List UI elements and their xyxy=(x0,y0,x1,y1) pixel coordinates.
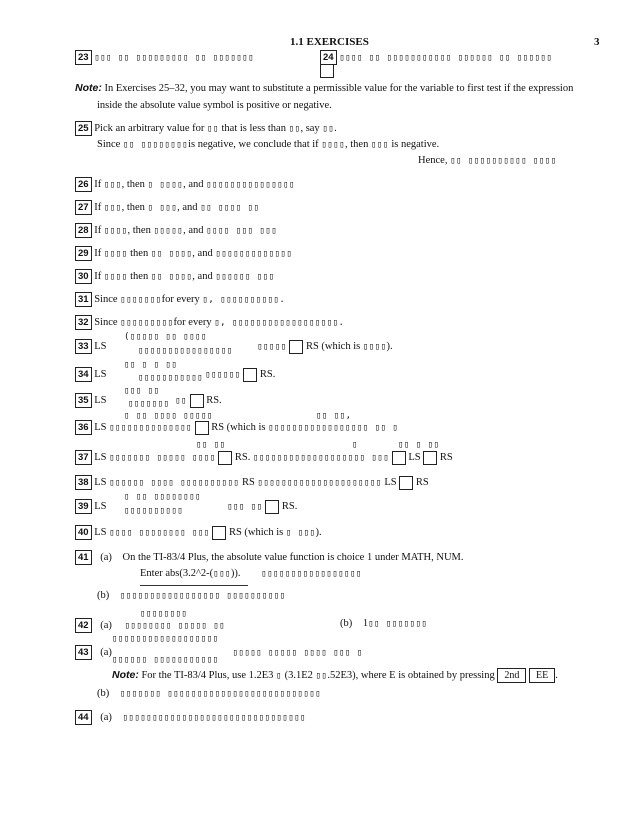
text: , then xyxy=(127,225,151,236)
text: RS. xyxy=(259,369,276,380)
text: RS. xyxy=(281,501,298,512)
math-expression: ▯▯ ▯▯▯▯▯▯▯▯▯▯ ▯▯▯▯ xyxy=(450,156,557,166)
exercise-34 xyxy=(75,367,275,382)
math-expression: ▯▯▯▯▯ ▯▯▯▯▯ ▯▯▯▯ ▯▯▯ ▯ xyxy=(232,648,363,658)
text: RS. xyxy=(206,395,222,406)
not-equal-box xyxy=(399,476,413,490)
math-expression: ▯▯▯▯▯▯▯ xyxy=(120,295,162,305)
math-expression: ▯▯▯▯▯▯▯▯▯▯▯▯▯▯▯▯▯▯▯▯▯ xyxy=(257,478,382,488)
equals-box xyxy=(218,451,232,465)
fraction-box xyxy=(320,64,334,78)
exercise-number: 38 xyxy=(75,475,92,490)
math-expression: ▯▯▯▯▯▯ ▯▯▯▯ ▯▯▯▯▯▯▯▯▯▯ xyxy=(109,478,240,488)
text: RS xyxy=(415,477,429,488)
text: RS (which is xyxy=(228,527,284,538)
math-expression: ▯▯▯▯▯▯▯▯▯▯▯▯▯▯▯▯▯ ▯▯ ▯ xyxy=(268,423,399,433)
text: LS xyxy=(94,369,107,380)
exercise-42 xyxy=(75,618,225,633)
math-expression: ▯▯▯▯▯▯▯▯▯▯▯▯▯▯▯▯▯▯▯ ▯▯▯ xyxy=(252,453,390,463)
text: , say xyxy=(300,123,320,134)
fraction-numerator: ▯▯ ▯▯ xyxy=(196,440,226,450)
exercise-29 xyxy=(75,246,292,261)
math-expression: ▯▯ xyxy=(175,396,187,406)
math-expression: ▯ xyxy=(276,671,282,681)
math-expression: ▯▯▯▯▯▯▯▯▯▯▯▯▯▯▯▯▯ ▯▯▯▯▯▯▯▯▯▯ xyxy=(119,591,286,601)
math-expression: ▯, ▯▯▯▯▯▯▯▯▯▯. xyxy=(202,295,286,305)
fraction-numerator: ▯▯ ▯ ▯▯ xyxy=(398,440,440,450)
part-label: (a) xyxy=(100,552,112,563)
math-expression: ▯▯ ▯▯▯▯▯▯▯▯ xyxy=(122,140,189,150)
text: , and xyxy=(177,202,198,213)
math-expression: ▯▯ ▯▯▯▯ ▯▯ xyxy=(200,203,260,213)
text: Pick an arbitrary value for xyxy=(94,123,205,134)
equals-box xyxy=(392,451,406,465)
math-expression: ▯▯▯▯▯ xyxy=(257,342,287,352)
equals-box xyxy=(289,340,303,354)
fraction-numerator: ▯ ▯▯ ▯▯▯▯▯▯▯▯ xyxy=(124,492,201,502)
key-2nd: 2nd xyxy=(497,668,526,683)
math-expression: ▯▯▯▯▯▯▯▯ ▯▯▯▯▯ ▯▯ xyxy=(124,621,226,631)
exercise-28 xyxy=(75,223,277,238)
text: , and xyxy=(183,179,204,190)
exercise-number: 26 xyxy=(75,177,92,192)
equals-box xyxy=(243,368,257,382)
math-expression: ▯▯▯ xyxy=(103,203,122,213)
text: Since xyxy=(97,139,121,150)
math-expression: ▯ ▯▯▯ xyxy=(147,203,178,213)
math-expression: ▯▯▯ xyxy=(370,140,389,150)
exercise-37 xyxy=(75,450,453,465)
equals-box xyxy=(265,500,279,514)
fraction-denominator: ▯▯▯▯▯▯▯▯▯▯▯▯▯▯▯▯ xyxy=(138,346,233,356)
exercise-number: 25 xyxy=(75,121,92,136)
text: LS xyxy=(94,452,107,463)
text: . xyxy=(334,123,337,134)
math-expression: ▯▯▯▯▯▯▯▯▯▯▯▯▯▯▯▯▯▯▯▯▯▯▯▯▯▯▯▯▯▯▯ xyxy=(122,713,306,723)
text: If xyxy=(94,248,102,259)
exercise-number: 44 xyxy=(75,710,92,725)
math-expression: ▯▯▯ xyxy=(213,569,231,579)
exercise-number: 43 xyxy=(75,645,92,660)
exercise-38 xyxy=(75,475,429,490)
text: , and xyxy=(192,271,213,282)
exercise-number: 30 xyxy=(75,269,92,284)
exercise-26 xyxy=(75,177,295,192)
exercise-40 xyxy=(75,525,322,540)
math-expression: ▯▯▯▯▯▯▯▯▯▯▯▯▯▯▯ xyxy=(206,180,295,190)
text: RS xyxy=(241,477,255,488)
text: then xyxy=(130,271,149,282)
math-expression: ▯▯ ▯▯▯▯▯▯▯ xyxy=(368,619,428,629)
text: for every xyxy=(173,317,212,328)
text: RS (which is xyxy=(211,422,266,433)
fraction-denominator: ▯▯▯▯▯▯ ▯▯▯▯▯▯▯▯▯▯▯ xyxy=(112,655,219,665)
part-label: (b) xyxy=(97,590,110,601)
exercise-43-part-b xyxy=(97,688,321,699)
text: RS (which is xyxy=(305,341,361,352)
exercise-number: 39 xyxy=(75,499,92,514)
text: that is less than xyxy=(221,123,286,134)
math-expression: ▯▯▯▯ xyxy=(103,272,128,282)
note-text: In Exercises 25–32, you may want to substitute a permissible value for the variable to first test if the expression xyxy=(104,83,574,94)
text: Hence, xyxy=(418,155,448,166)
fraction-numerator: ▯▯ ▯▯, xyxy=(316,411,352,421)
fraction-numerator: (▯▯▯▯▯ ▯▯ ▯▯▯▯ xyxy=(124,332,207,342)
math-expression: ▯▯▯▯▯▯ xyxy=(205,370,241,380)
math-expression: ▯▯ xyxy=(315,671,328,681)
fraction-numerator: ▯▯ ▯ ▯ ▯▯ xyxy=(124,360,178,370)
exercise-number: 41 xyxy=(75,550,92,565)
math-expression: ▯▯ ▯▯▯▯ xyxy=(150,272,193,282)
text: Since xyxy=(94,294,118,305)
math-expression: ▯▯▯▯▯▯▯ ▯▯▯▯▯ ▯▯▯▯ xyxy=(109,453,216,463)
math-expression: ▯▯▯▯▯▯▯▯▯▯▯▯▯ xyxy=(215,249,293,259)
math-expression: ▯▯ ▯▯▯▯ xyxy=(150,249,193,259)
text: LS xyxy=(94,527,107,538)
exercise-number: 24 xyxy=(320,50,337,65)
exercise-42-part-b xyxy=(340,618,427,629)
math-expression: ▯▯▯▯▯ xyxy=(153,226,184,236)
exercise-number: 33 xyxy=(75,339,92,354)
exercise-27 xyxy=(75,200,259,215)
text: 1 xyxy=(362,618,369,629)
text: )). xyxy=(230,568,241,579)
exercise-39 xyxy=(75,499,297,514)
fraction-numerator: ▯▯▯ ▯▯ xyxy=(124,386,160,396)
exercise-41-line2 xyxy=(140,568,362,579)
text: RS. xyxy=(234,452,251,463)
fraction-denominator: ▯▯▯▯▯▯▯▯▯▯▯ xyxy=(138,373,204,383)
math-expression: ▯▯▯▯▯▯ ▯▯▯ xyxy=(215,272,275,282)
fraction-numerator: ▯▯▯▯▯▯▯▯ xyxy=(140,609,188,619)
math-expression: ▯ ▯▯▯ xyxy=(285,528,316,538)
text: , and xyxy=(192,248,213,259)
text: . xyxy=(555,670,558,681)
note-label: Note: xyxy=(75,82,102,94)
equals-box xyxy=(190,394,204,408)
math-expression: ▯▯▯▯ xyxy=(103,249,128,259)
text: Since xyxy=(94,317,118,328)
text: LS xyxy=(384,477,397,488)
math-expression: ▯▯▯ ▯▯ ▯▯▯▯▯▯▯▯▯ ▯▯ ▯▯▯▯▯▯▯ xyxy=(94,53,255,63)
fraction-numerator: ▯ ▯▯ ▯▯▯▯ ▯▯▯▯▯ xyxy=(124,411,213,421)
exercise-number: 23 xyxy=(75,50,92,65)
key-ee: EE xyxy=(529,668,555,683)
text: .52E3), where E is obtained by pressing xyxy=(327,670,495,681)
math-expression: ▯▯ xyxy=(288,124,301,134)
exercise-31 xyxy=(75,292,285,307)
part-label: (a) xyxy=(100,712,112,723)
exercise-25-line3 xyxy=(418,155,557,166)
text: On the TI-83/4 Plus, the absolute value function is choice 1 under MATH, NUM. xyxy=(122,552,464,563)
exercise-number: 37 xyxy=(75,450,92,465)
math-expression: ▯, ▯▯▯▯▯▯▯▯▯▯▯▯▯▯▯▯▯▯. xyxy=(214,318,345,328)
text: then xyxy=(130,248,149,259)
exercise-41 xyxy=(75,550,463,565)
exercise-number: 32 xyxy=(75,315,92,330)
math-expression: ▯▯▯▯▯▯▯▯▯▯▯▯▯▯▯▯▯ xyxy=(261,569,362,579)
math-expression: ▯▯▯ xyxy=(103,180,122,190)
page-number: 3 xyxy=(594,36,600,48)
math-expression: ▯▯▯▯ xyxy=(362,342,387,352)
text: LS xyxy=(94,422,107,433)
exercise-number: 42 xyxy=(75,618,92,633)
text: , then xyxy=(345,139,369,150)
exercise-23 xyxy=(75,50,254,65)
text: LS xyxy=(94,341,107,352)
fraction-bar xyxy=(140,585,248,586)
fraction-denominator: ▯▯▯▯▯▯▯ xyxy=(128,399,170,409)
text: If xyxy=(94,202,102,213)
equals-box xyxy=(212,526,226,540)
text: is negative, we conclude that if xyxy=(188,139,319,150)
fraction-numerator: ▯▯▯▯▯▯▯▯▯▯▯▯▯▯▯▯▯▯ xyxy=(112,634,219,644)
text: , then xyxy=(121,202,145,213)
text: If xyxy=(94,225,102,236)
exercise-30 xyxy=(75,269,275,284)
exercise-43-note xyxy=(112,668,558,683)
text: LS xyxy=(94,395,107,406)
math-expression: ▯▯ xyxy=(207,124,219,134)
not-equal-box xyxy=(423,451,437,465)
math-expression: ▯▯▯▯ xyxy=(321,140,345,150)
exercise-36 xyxy=(75,420,398,435)
part-label: (b) xyxy=(97,688,110,699)
text: ). xyxy=(315,527,322,538)
exercise-33 xyxy=(75,339,393,354)
text: is negative. xyxy=(391,139,440,150)
fraction-numerator: ▯ xyxy=(352,440,358,450)
text: Enter abs(3.2^2-( xyxy=(140,568,214,579)
running-header-title: 1.1 EXERCISES xyxy=(290,36,369,48)
text: , and xyxy=(183,225,204,236)
note-label: Note: xyxy=(112,669,139,681)
math-expression: ▯ ▯▯▯▯ xyxy=(147,180,184,190)
text: ). xyxy=(386,341,393,352)
math-expression: ▯▯▯▯ ▯▯▯▯▯▯▯▯ ▯▯▯ xyxy=(109,528,210,538)
exercise-25-line2 xyxy=(97,139,439,150)
exercise-number: 27 xyxy=(75,200,92,215)
exercise-44 xyxy=(75,710,306,725)
exercise-number: 28 xyxy=(75,223,92,238)
text: for every xyxy=(161,294,200,305)
equals-box xyxy=(195,421,209,435)
math-expression: ▯▯▯▯ xyxy=(103,226,128,236)
exercise-25 xyxy=(75,121,337,136)
exercise-32 xyxy=(75,315,344,330)
note-block xyxy=(75,82,573,94)
text: If xyxy=(94,271,102,282)
text: (3.1E2 xyxy=(284,670,313,681)
exercise-number: 35 xyxy=(75,393,92,408)
exercise-number: 34 xyxy=(75,367,92,382)
exercise-number: 31 xyxy=(75,292,92,307)
exercise-41-part-b xyxy=(97,590,286,601)
fraction-denominator: ▯▯▯▯▯▯▯▯▯▯ xyxy=(124,506,184,516)
text: LS xyxy=(94,477,107,488)
math-expression: ▯▯▯▯ ▯▯ ▯▯▯▯▯▯▯▯▯▯▯ ▯▯▯▯▯▯ ▯▯ ▯▯▯▯▯▯ xyxy=(339,53,553,63)
text: For the TI-83/4 Plus, use 1.2E3 xyxy=(141,670,274,681)
exercise-number: 36 xyxy=(75,420,92,435)
math-expression: ▯▯▯▯▯▯▯▯▯ xyxy=(120,318,174,328)
text: If xyxy=(94,179,102,190)
math-expression: ▯▯ xyxy=(322,124,335,134)
exercise-35 xyxy=(75,393,222,408)
note-text-line2: inside the absolute value symbol is positive or negative. xyxy=(97,100,332,111)
text: LS xyxy=(94,501,107,512)
text: RS xyxy=(439,452,453,463)
math-expression: ▯▯▯ ▯▯ xyxy=(227,502,263,512)
math-expression: ▯▯▯▯▯▯▯▯▯▯▯▯▯▯ xyxy=(109,423,192,433)
exercise-number: 29 xyxy=(75,246,92,261)
text: , then xyxy=(121,179,145,190)
math-expression: ▯▯▯▯▯▯▯ ▯▯▯▯▯▯▯▯▯▯▯▯▯▯▯▯▯▯▯▯▯▯▯▯▯▯ xyxy=(119,689,322,699)
part-label: (b) xyxy=(340,618,353,629)
part-label: (a) xyxy=(100,647,112,658)
text: LS xyxy=(408,452,421,463)
math-expression: ▯▯▯▯ ▯▯▯ ▯▯▯ xyxy=(206,226,278,236)
part-label: (a) xyxy=(100,620,112,631)
exercise-24 xyxy=(320,50,552,65)
exercise-number: 40 xyxy=(75,525,92,540)
